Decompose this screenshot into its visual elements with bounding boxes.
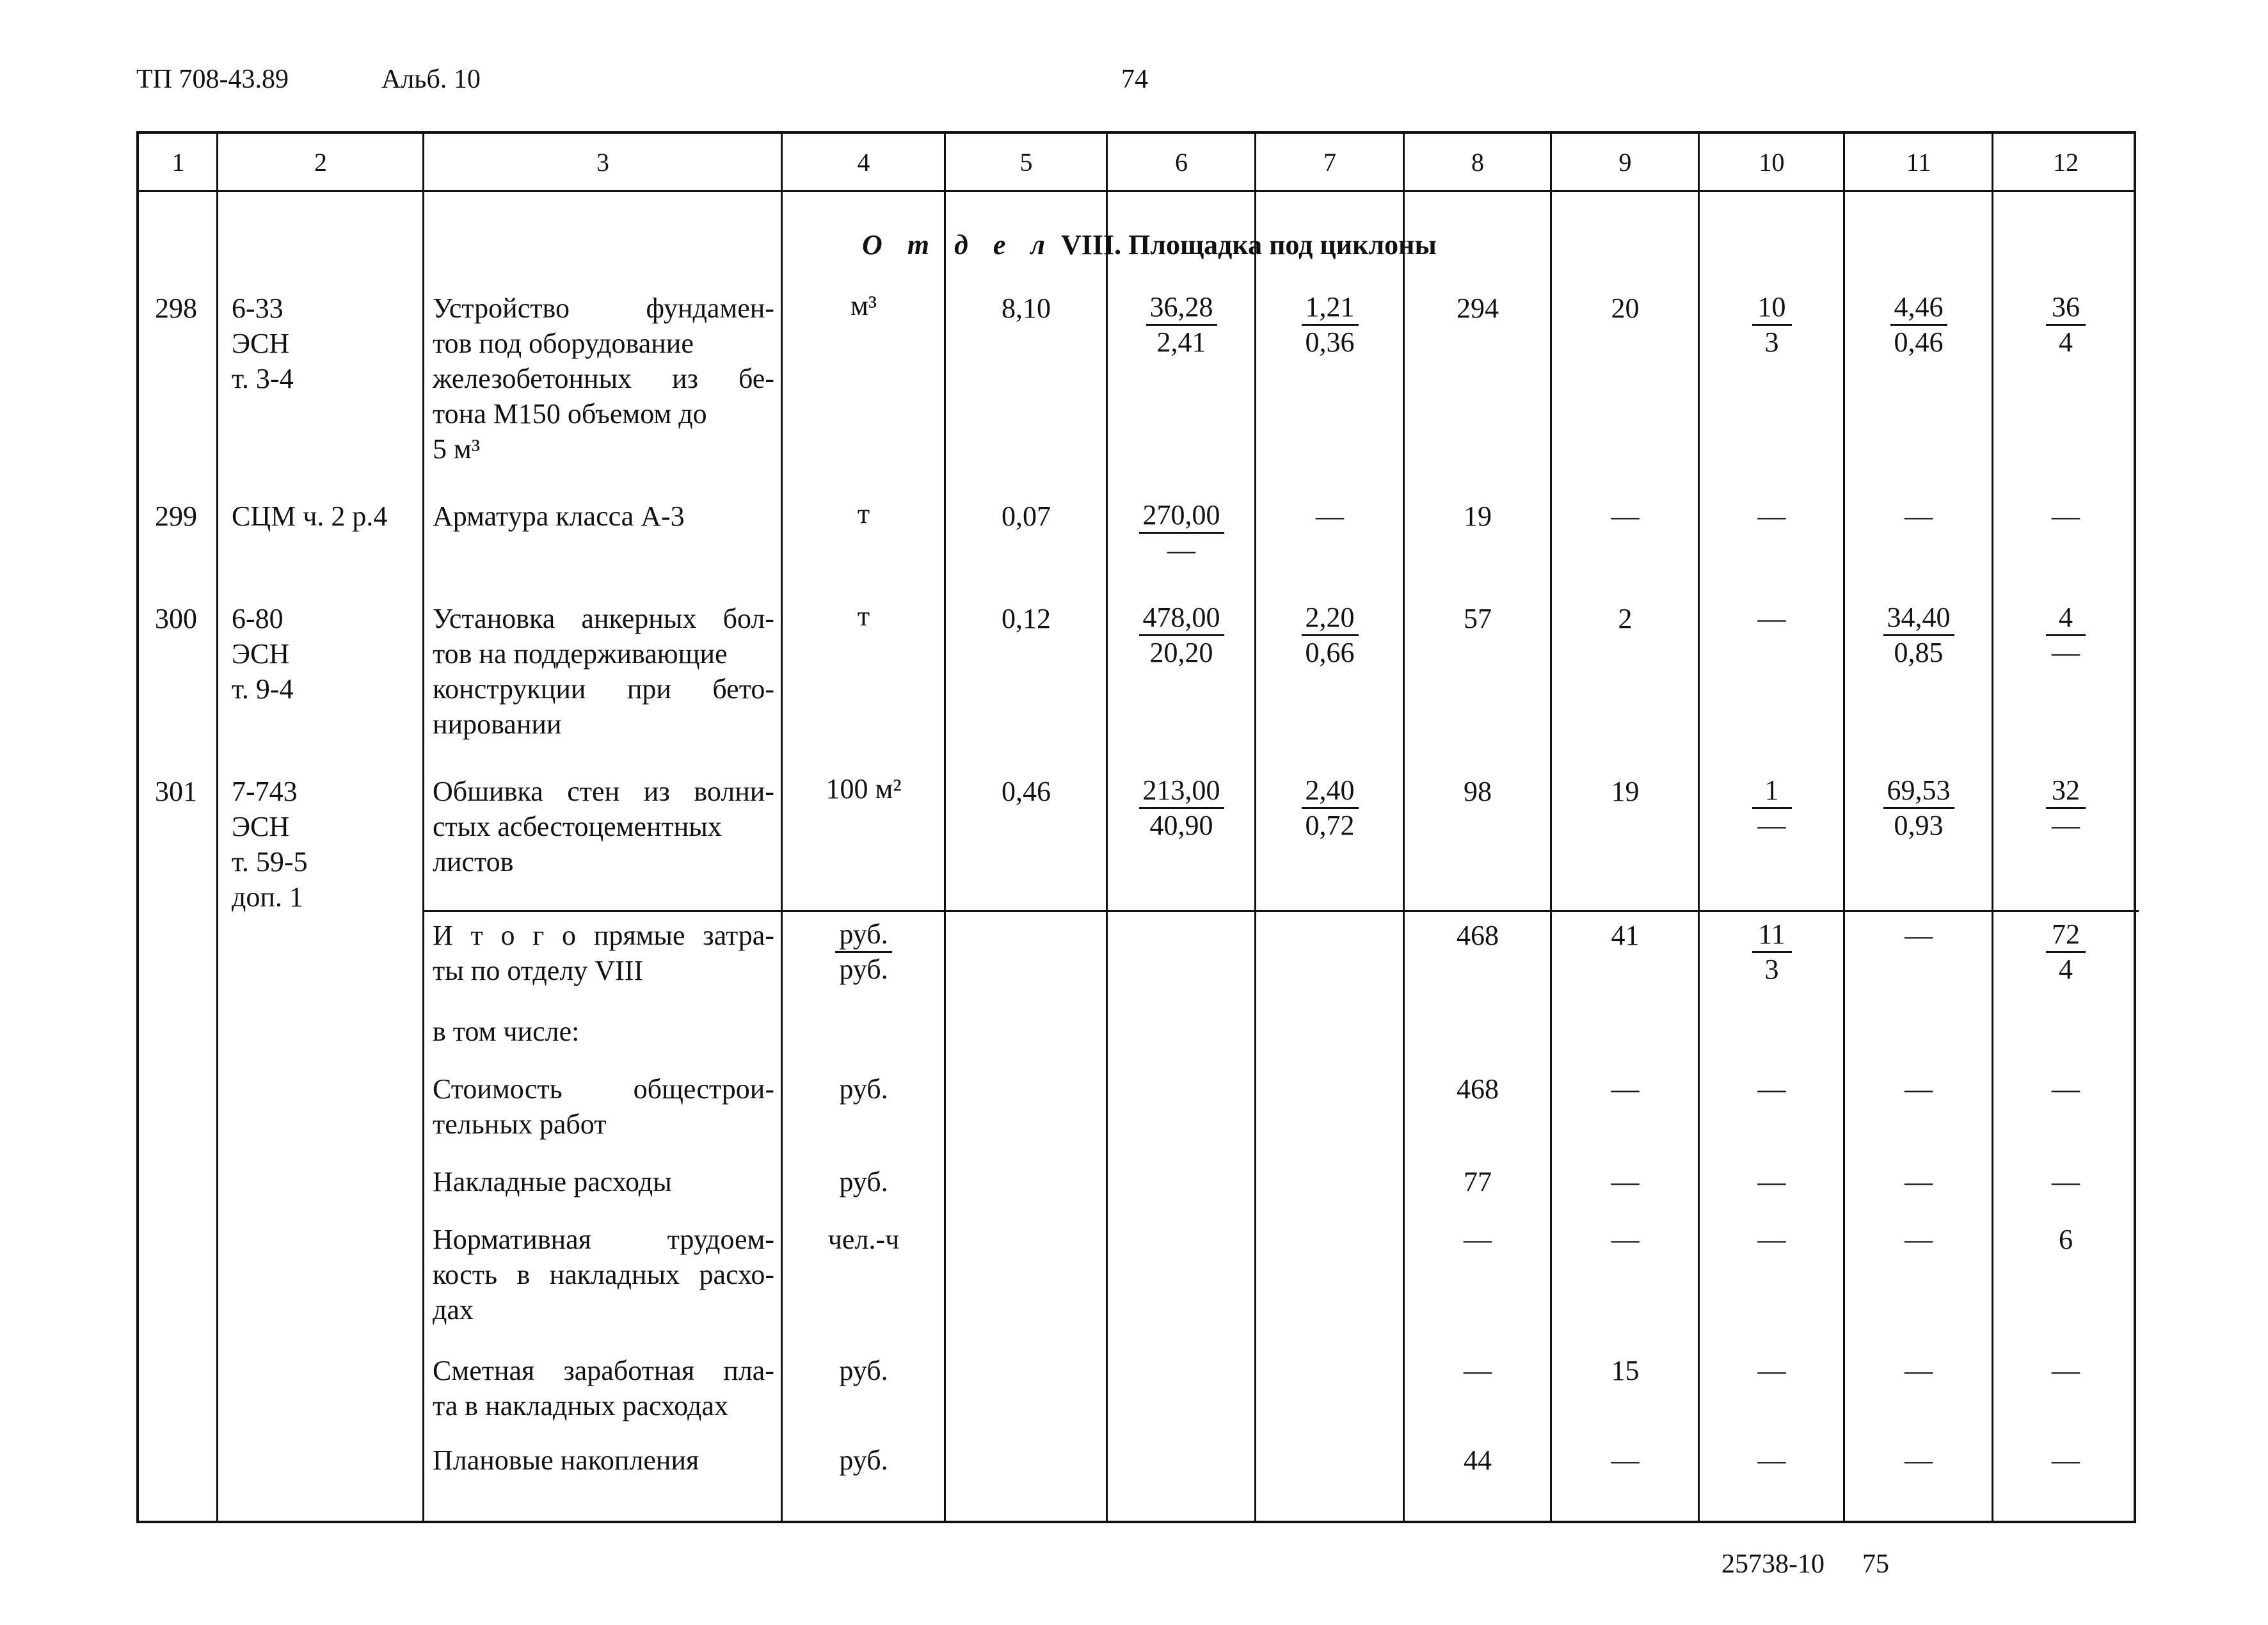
row-description — [433, 601, 774, 742]
row-unit: т — [857, 600, 870, 632]
subrow-col9: — — [1611, 1073, 1640, 1105]
totals-col10-numerator: 11 — [1752, 918, 1792, 953]
row-description — [433, 774, 774, 879]
column-divider — [781, 134, 783, 1521]
description-line: Накладные расходы — [433, 1166, 672, 1197]
row-number: 298 — [155, 292, 197, 324]
row-wage-cost — [1256, 291, 1404, 359]
column-header-1: 1 — [172, 147, 185, 177]
description-line: Устройство фундамен- — [433, 292, 774, 324]
row-wage-cost-denominator: 0,36 — [1305, 326, 1355, 358]
subrow-unit: чел.-ч — [827, 1224, 900, 1255]
subrow-col9: — — [1611, 1224, 1640, 1255]
row-col12-denominator: — — [2052, 637, 2080, 668]
column-header-9: 9 — [1618, 147, 1632, 177]
code-line: т. 59-5 — [232, 846, 308, 877]
column-divider — [1550, 134, 1552, 1521]
row-unit-cost-denominator: 2,41 — [1156, 326, 1206, 358]
row-number: 301 — [155, 776, 197, 807]
subrow-col8: 77 — [1464, 1166, 1492, 1197]
description-line: Нормативная трудоем- — [433, 1224, 774, 1255]
page-number: 74 — [1121, 65, 1148, 94]
row-col10: — — [1757, 500, 1786, 532]
row-wage-cost-denominator: 0,66 — [1305, 637, 1355, 668]
row-quantity: 0,46 — [1002, 776, 1051, 807]
row-number: 299 — [155, 500, 197, 532]
row-wage-cost-numerator: 2,20 — [1302, 601, 1359, 636]
subrow-unit: руб. — [839, 1355, 888, 1386]
column-header-8: 8 — [1471, 147, 1484, 177]
row-wage-cost — [1256, 774, 1404, 842]
row-unit-cost-numerator: 213,00 — [1139, 774, 1224, 809]
row-unit-cost — [1107, 774, 1256, 842]
row-col10-denominator: — — [1757, 810, 1786, 841]
description-line: кость в накладных расхо- — [433, 1259, 774, 1290]
subrow-description — [433, 1353, 774, 1423]
column-header-4: 4 — [857, 147, 870, 177]
row-quantity: 8,10 — [1002, 292, 1051, 324]
row-col11 — [1844, 601, 1993, 669]
description-line: Плановые накопления — [433, 1445, 699, 1476]
subrow-col10: — — [1757, 1073, 1786, 1105]
description-line: ты по отделу VIII — [433, 955, 644, 986]
row-col11-numerator: 69,53 — [1883, 774, 1954, 809]
description-line: тона М150 объемом до — [433, 398, 707, 429]
totals-col12 — [1993, 918, 2139, 986]
section-name: VIII. Площадка под циклоны — [1053, 229, 1437, 260]
row-unit: т — [857, 498, 870, 529]
code-line: СЦМ ч. 2 р.4 — [232, 500, 388, 532]
row-unit-cost-denominator: 20,20 — [1149, 637, 1213, 668]
description-line: стых асбестоцементных — [433, 811, 722, 842]
subrow-unit: руб. — [839, 1445, 888, 1476]
description-line: дах — [433, 1294, 474, 1325]
subrow-col11: — — [1905, 1224, 1933, 1255]
subrow-col12: 6 — [2059, 1224, 2073, 1255]
totals-col10 — [1699, 918, 1844, 986]
footer-code: 25738-10 — [1721, 1549, 1825, 1579]
code-line: 6-80 — [232, 603, 284, 634]
row-code — [232, 499, 387, 534]
row-col12 — [1993, 774, 2139, 842]
subrow-description — [433, 1071, 774, 1142]
section-title — [862, 228, 1437, 261]
row-wage-cost-numerator: 1,21 — [1302, 291, 1359, 326]
row-unit-cost — [1107, 291, 1256, 359]
row-unit-cost-denominator: 40,90 — [1149, 810, 1213, 841]
row-col12 — [1993, 601, 2139, 669]
row-wage-cost: — — [1316, 500, 1344, 532]
column-header-10: 10 — [1759, 147, 1785, 177]
row-total-wage: 2 — [1618, 603, 1633, 634]
row-number: 300 — [155, 603, 197, 634]
subrow-col12: — — [2052, 1073, 2080, 1105]
totals-description — [433, 918, 774, 988]
row-quantity: 0,12 — [1002, 603, 1051, 634]
code-line: 7-743 — [232, 776, 298, 807]
row-col12-numerator: 32 — [2046, 774, 2086, 809]
totals-col12-denominator: 4 — [2059, 954, 2073, 985]
totals-col9: 41 — [1611, 920, 1640, 951]
album-label: Альб. 10 — [381, 65, 481, 94]
row-total-cost: 57 — [1464, 603, 1492, 634]
subrow-unit: руб. — [839, 1073, 888, 1105]
row-total-wage: 20 — [1611, 292, 1640, 324]
subrow-col10: — — [1757, 1166, 1786, 1197]
totals-col11: — — [1905, 920, 1933, 951]
row-total-wage: — — [1611, 500, 1640, 532]
row-unit-cost — [1107, 499, 1256, 567]
code-line: ЭСН — [232, 328, 290, 359]
estimate-table — [136, 131, 2136, 1523]
totals-divider — [424, 910, 2139, 912]
row-col12-denominator: 4 — [2059, 326, 2073, 358]
row-total-cost: 19 — [1464, 500, 1492, 532]
row-col11: — — [1905, 500, 1933, 532]
doc-code: ТП 708-43.89 — [136, 65, 289, 94]
row-col11 — [1844, 774, 1993, 842]
row-description — [433, 499, 774, 534]
row-unit-cost — [1107, 601, 1256, 669]
description-line: конструкции при бето- — [433, 673, 774, 705]
row-col10-denominator: 3 — [1764, 326, 1779, 358]
subrow-col9: — — [1611, 1445, 1640, 1476]
row-col12-denominator: — — [2052, 810, 2080, 841]
description-line: И т о г о прямые затра- — [433, 920, 774, 951]
code-line: ЭСН — [232, 811, 290, 842]
row-description — [433, 291, 774, 467]
column-divider — [944, 134, 946, 1521]
row-wage-cost-denominator: 0,72 — [1305, 810, 1355, 841]
column-divider — [422, 134, 424, 1521]
description-line: тов на поддерживающие — [433, 638, 728, 669]
row-code — [232, 601, 294, 707]
subrow-col9: — — [1611, 1166, 1640, 1197]
section-label: О т д е л — [862, 229, 1054, 260]
description-line: нировании — [433, 708, 562, 740]
row-unit-cost-numerator: 270,00 — [1139, 499, 1224, 534]
subrow-description — [433, 1164, 774, 1199]
row-col12-numerator: 36 — [2046, 291, 2086, 326]
row-col10: — — [1757, 603, 1786, 634]
totals-col10-denominator: 3 — [1764, 954, 1779, 985]
including-label: в том числе: — [433, 1016, 580, 1047]
row-unit: 100 м² — [826, 773, 902, 804]
subrow-description — [433, 1222, 774, 1327]
row-col11-denominator: 0,46 — [1894, 326, 1944, 358]
column-header-12: 12 — [2053, 147, 2079, 177]
totals-unit — [782, 918, 945, 986]
description-line: железобетонных из бе- — [433, 363, 774, 394]
row-col10 — [1699, 291, 1844, 359]
column-header-6: 6 — [1175, 147, 1188, 177]
description-line: 5 м³ — [433, 433, 481, 465]
row-col10 — [1699, 774, 1844, 842]
subrow-col10: — — [1757, 1355, 1786, 1386]
row-quantity: 0,07 — [1002, 500, 1051, 532]
subrow-col12: — — [2052, 1445, 2080, 1476]
subrow-col10: — — [1757, 1445, 1786, 1476]
row-unit-cost-denominator: — — [1167, 534, 1195, 566]
row-col11 — [1844, 291, 1993, 359]
row-wage-cost-numerator: 2,40 — [1302, 774, 1359, 809]
description-line: Сметная заработная пла- — [433, 1355, 774, 1386]
code-line: 6-33 — [232, 292, 284, 324]
description-line: листов — [433, 846, 514, 877]
subrow-col11: — — [1905, 1445, 1933, 1476]
row-col12-numerator: 4 — [2046, 601, 2086, 636]
row-col11-numerator: 34,40 — [1883, 601, 1954, 636]
subrow-col11: — — [1905, 1355, 1933, 1386]
subrow-col8: 468 — [1457, 1073, 1499, 1105]
subrow-col9: 15 — [1611, 1355, 1640, 1386]
row-col12 — [1993, 291, 2139, 359]
column-header-11: 11 — [1906, 147, 1931, 177]
subrow-description — [433, 1443, 774, 1478]
subrow-col11: — — [1905, 1073, 1933, 1105]
subrow-col12: — — [2052, 1166, 2080, 1197]
column-header-7: 7 — [1323, 147, 1336, 177]
subrow-col12: — — [2052, 1355, 2080, 1386]
column-header-2: 2 — [314, 147, 327, 177]
totals-unit-top: руб. — [835, 918, 891, 953]
subrow-col8: 44 — [1464, 1445, 1492, 1476]
row-code — [232, 291, 294, 396]
description-line: та в накладных расходах — [433, 1390, 728, 1421]
code-line: т. 3-4 — [232, 363, 294, 394]
subrow-col11: — — [1905, 1166, 1933, 1197]
row-col12: — — [2052, 500, 2080, 532]
row-code — [232, 774, 308, 915]
totals-unit-bottom: руб. — [839, 954, 888, 985]
header-divider — [139, 190, 2134, 192]
column-header-5: 5 — [1019, 147, 1033, 177]
column-header-3: 3 — [596, 147, 609, 177]
description-line: Арматура класса А-3 — [433, 500, 685, 532]
subrow-unit: руб. — [839, 1166, 888, 1197]
code-line: доп. 1 — [232, 881, 303, 913]
row-total-wage: 19 — [1611, 776, 1640, 807]
subrow-col8: — — [1464, 1224, 1492, 1255]
totals-col12-numerator: 72 — [2046, 918, 2086, 953]
row-col10-numerator: 10 — [1752, 291, 1792, 326]
description-line: Обшивка стен из волни- — [433, 776, 774, 807]
totals-col8: 468 — [1457, 920, 1499, 951]
code-line: ЭСН — [232, 638, 290, 669]
code-line: т. 9-4 — [232, 673, 294, 705]
description-line: тельных работ — [433, 1109, 607, 1140]
row-col11-denominator: 0,93 — [1894, 810, 1944, 841]
row-col11-denominator: 0,85 — [1894, 637, 1944, 668]
row-total-cost: 294 — [1457, 292, 1499, 324]
subrow-col10: — — [1757, 1224, 1786, 1255]
row-unit-cost-numerator: 36,28 — [1146, 291, 1217, 326]
column-divider — [216, 134, 218, 1521]
description-line: Установка анкерных бол- — [433, 603, 774, 634]
row-col10-numerator: 1 — [1752, 774, 1792, 809]
row-wage-cost — [1256, 601, 1404, 669]
row-unit: м³ — [850, 290, 877, 321]
subrow-col8: — — [1464, 1355, 1492, 1386]
footer-page: 75 — [1862, 1549, 1889, 1579]
description-line: тов под оборудование — [433, 328, 694, 359]
row-col11-numerator: 4,46 — [1890, 291, 1947, 326]
row-unit-cost-numerator: 478,00 — [1139, 601, 1224, 636]
row-total-cost: 98 — [1464, 776, 1492, 807]
description-line: Стоимость общестрои- — [433, 1073, 774, 1105]
